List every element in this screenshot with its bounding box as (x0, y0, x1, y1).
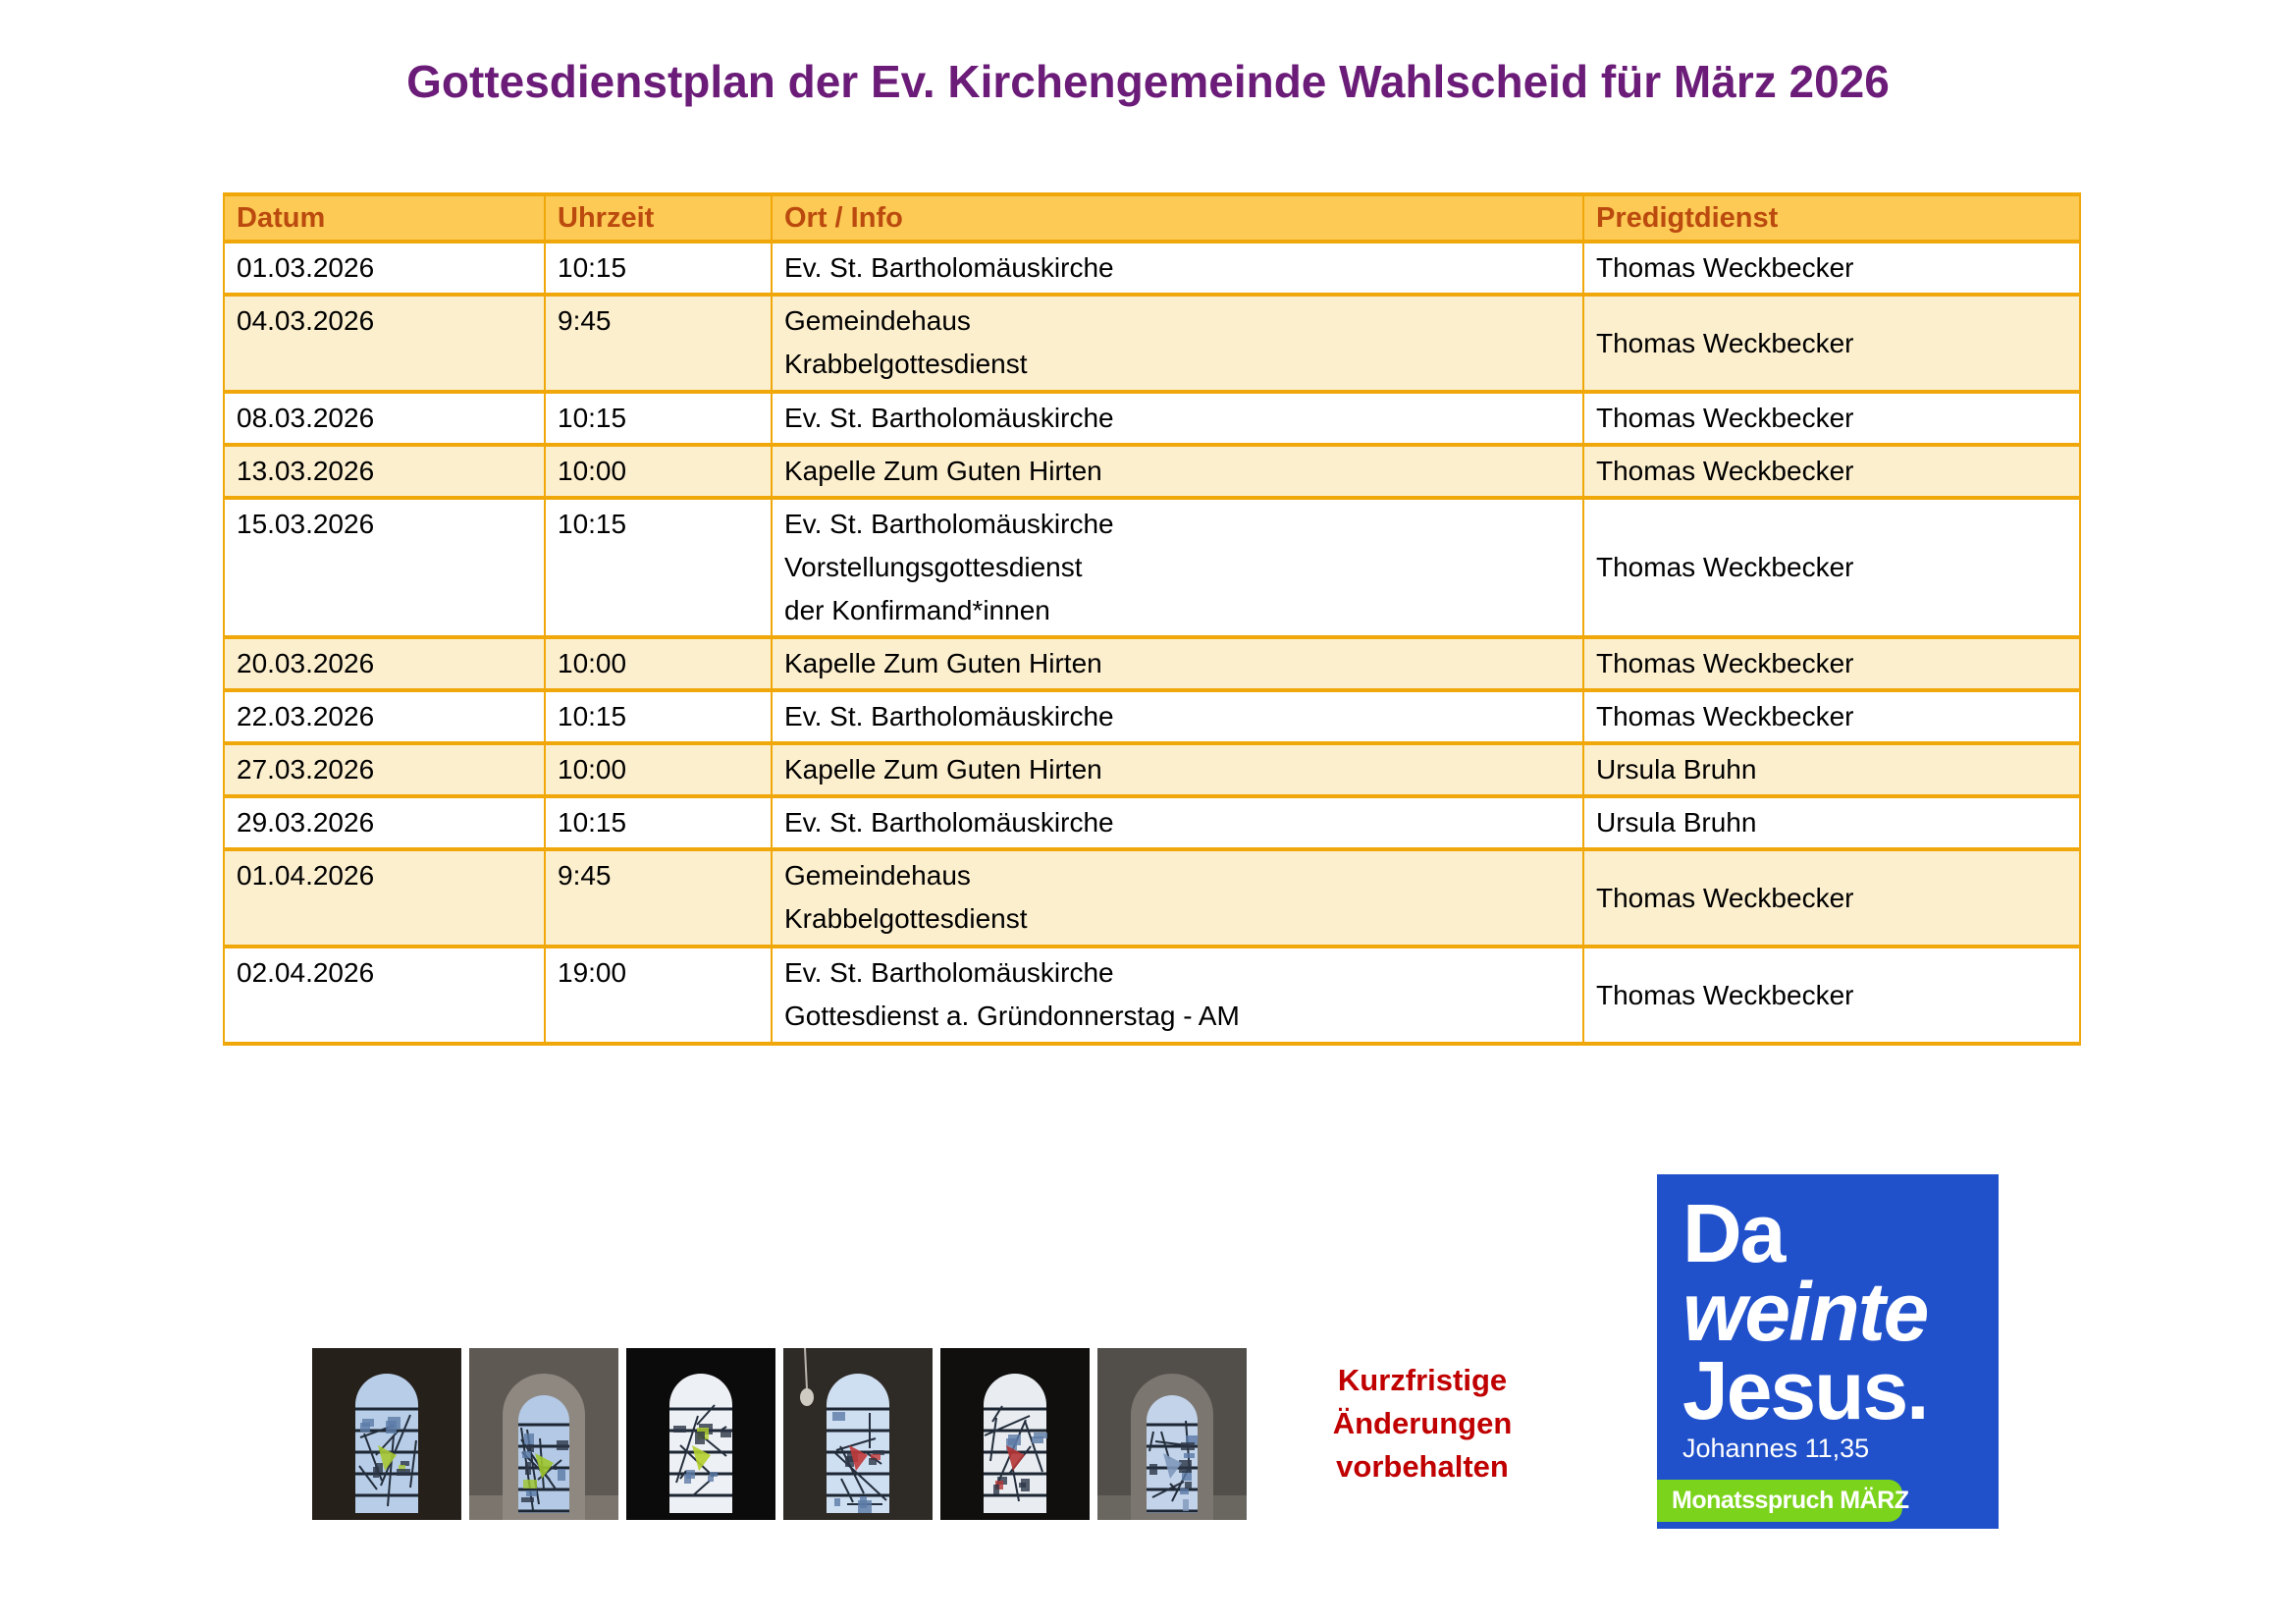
ort-info-line: Gemeindehaus (784, 860, 971, 891)
cell-ort-info (772, 392, 1583, 445)
cell-datum: 13.03.2026 (224, 445, 545, 498)
cell-uhrzeit: 10:15 (545, 392, 772, 445)
cell-datum: 01.04.2026 (224, 849, 545, 947)
table-row (224, 796, 2080, 849)
cell-ort-info (772, 947, 1583, 1044)
table-row (224, 498, 2080, 637)
stained-glass-window-photo-5 (940, 1348, 1090, 1520)
cell-ort-info (772, 445, 1583, 498)
cell-ort-info (772, 796, 1583, 849)
cell-datum: 02.04.2026 (224, 947, 545, 1044)
ort-info-line: Gemeindehaus (784, 305, 971, 336)
cell-predigtdienst: Ursula Bruhn (1583, 796, 2080, 849)
page-title: Gottesdienstplan der Ev. Kirchengemeinde Wahlscheid für März 2026 (406, 56, 1890, 107)
ort-info-line: Ev. St. Bartholomäuskirche (784, 252, 1114, 283)
cell-uhrzeit: 10:00 (545, 743, 772, 796)
cell-ort-info (772, 637, 1583, 690)
cell-ort-info (772, 849, 1583, 947)
cell-datum: 20.03.2026 (224, 637, 545, 690)
cell-uhrzeit: 9:45 (545, 295, 772, 392)
cell-predigtdienst: Thomas Weckbecker (1583, 690, 2080, 743)
stained-glass-window-photo-3 (626, 1348, 775, 1520)
verse-line-2: weinte (1682, 1266, 1928, 1358)
ort-info-line: Ev. St. Bartholomäuskirche (784, 403, 1114, 433)
ort-info-line: Ev. St. Bartholomäuskirche (784, 701, 1114, 731)
ort-info-line: Kapelle Zum Guten Hirten (784, 754, 1102, 785)
cell-uhrzeit: 10:15 (545, 690, 772, 743)
service-table-body (224, 242, 2080, 1044)
cell-predigtdienst: Ursula Bruhn (1583, 743, 2080, 796)
cell-datum: 22.03.2026 (224, 690, 545, 743)
table-row (224, 947, 2080, 1044)
verse-line-1: Da (1682, 1187, 1785, 1279)
stained-glass-window-photo-6 (1097, 1348, 1247, 1520)
ort-info-line: Krabbelgottesdienst (784, 903, 1028, 934)
column-header-uhrzeit: Uhrzeit (545, 194, 772, 242)
cell-uhrzeit: 10:00 (545, 445, 772, 498)
ort-info-line: Ev. St. Bartholomäuskirche (784, 807, 1114, 838)
cell-datum: 04.03.2026 (224, 295, 545, 392)
table-row (224, 743, 2080, 796)
stained-glass-window-photo-2 (469, 1348, 618, 1520)
ort-info-line: Krabbelgottesdienst (784, 349, 1028, 379)
cell-datum: 01.03.2026 (224, 242, 545, 295)
ort-info-line: Kapelle Zum Guten Hirten (784, 648, 1102, 678)
column-header-datum: Datum (224, 194, 545, 242)
cell-ort-info (772, 242, 1583, 295)
cell-uhrzeit: 19:00 (545, 947, 772, 1044)
cell-predigtdienst: Thomas Weckbecker (1583, 849, 2080, 947)
ort-info-line: Kapelle Zum Guten Hirten (784, 456, 1102, 486)
table-row (224, 242, 2080, 295)
cell-predigtdienst: Thomas Weckbecker (1583, 637, 2080, 690)
stained-glass-window-photo-1 (312, 1348, 461, 1520)
cell-predigtdienst: Thomas Weckbecker (1583, 498, 2080, 637)
cell-ort-info (772, 295, 1583, 392)
verse-text (1657, 1174, 1999, 1436)
ort-info-line: der Konfirmand*innen (784, 595, 1050, 625)
cell-ort-info (772, 743, 1583, 796)
table-header-row (224, 194, 2080, 242)
cell-ort-info (772, 498, 1583, 637)
cell-datum: 27.03.2026 (224, 743, 545, 796)
table-row (224, 392, 2080, 445)
cell-predigtdienst: Thomas Weckbecker (1583, 242, 2080, 295)
column-header-predigtdienst: Predigtdienst (1583, 194, 2080, 242)
church-window-photo-strip (312, 1348, 1247, 1520)
cell-ort-info (772, 690, 1583, 743)
notice-line: Kurzfristige (1337, 1363, 1508, 1397)
cell-datum: 15.03.2026 (224, 498, 545, 637)
column-header-ort-info: Ort / Info (772, 194, 1583, 242)
cell-predigtdienst: Thomas Weckbecker (1583, 392, 2080, 445)
changes-notice (1294, 1359, 1551, 1489)
cell-uhrzeit: 10:15 (545, 796, 772, 849)
table-row (224, 295, 2080, 392)
ort-info-line: Ev. St. Bartholomäuskirche (784, 957, 1114, 988)
ort-info-line: Vorstellungsgottesdienst (784, 552, 1083, 582)
cell-uhrzeit: 10:15 (545, 242, 772, 295)
cell-uhrzeit: 9:45 (545, 849, 772, 947)
verse-reference: Johannes 11,35 (1682, 1434, 1870, 1463)
verse-line-3: Jesus. (1682, 1344, 1928, 1436)
cell-predigtdienst: Thomas Weckbecker (1583, 445, 2080, 498)
cell-predigtdienst: Thomas Weckbecker (1583, 295, 2080, 392)
table-row (224, 849, 2080, 947)
table-row (224, 690, 2080, 743)
cell-datum: 08.03.2026 (224, 392, 545, 445)
cell-uhrzeit: 10:00 (545, 637, 772, 690)
notice-line: vorbehalten (1336, 1449, 1509, 1484)
service-plan-table (223, 192, 2081, 1046)
cell-datum: 29.03.2026 (224, 796, 545, 849)
notice-line: Änderungen (1332, 1406, 1513, 1440)
cell-predigtdienst: Thomas Weckbecker (1583, 947, 2080, 1044)
table-row (224, 637, 2080, 690)
table-row (224, 445, 2080, 498)
monatsspruch-card (1657, 1174, 1999, 1529)
ort-info-line: Ev. St. Bartholomäuskirche (784, 509, 1114, 539)
stained-glass-window-photo-4 (783, 1348, 933, 1520)
cell-uhrzeit: 10:15 (545, 498, 772, 637)
monatsspruch-badge: Monatsspruch MÄRZ (1657, 1480, 1902, 1522)
ort-info-line: Gottesdienst a. Gründonnerstag - AM (784, 1001, 1240, 1031)
